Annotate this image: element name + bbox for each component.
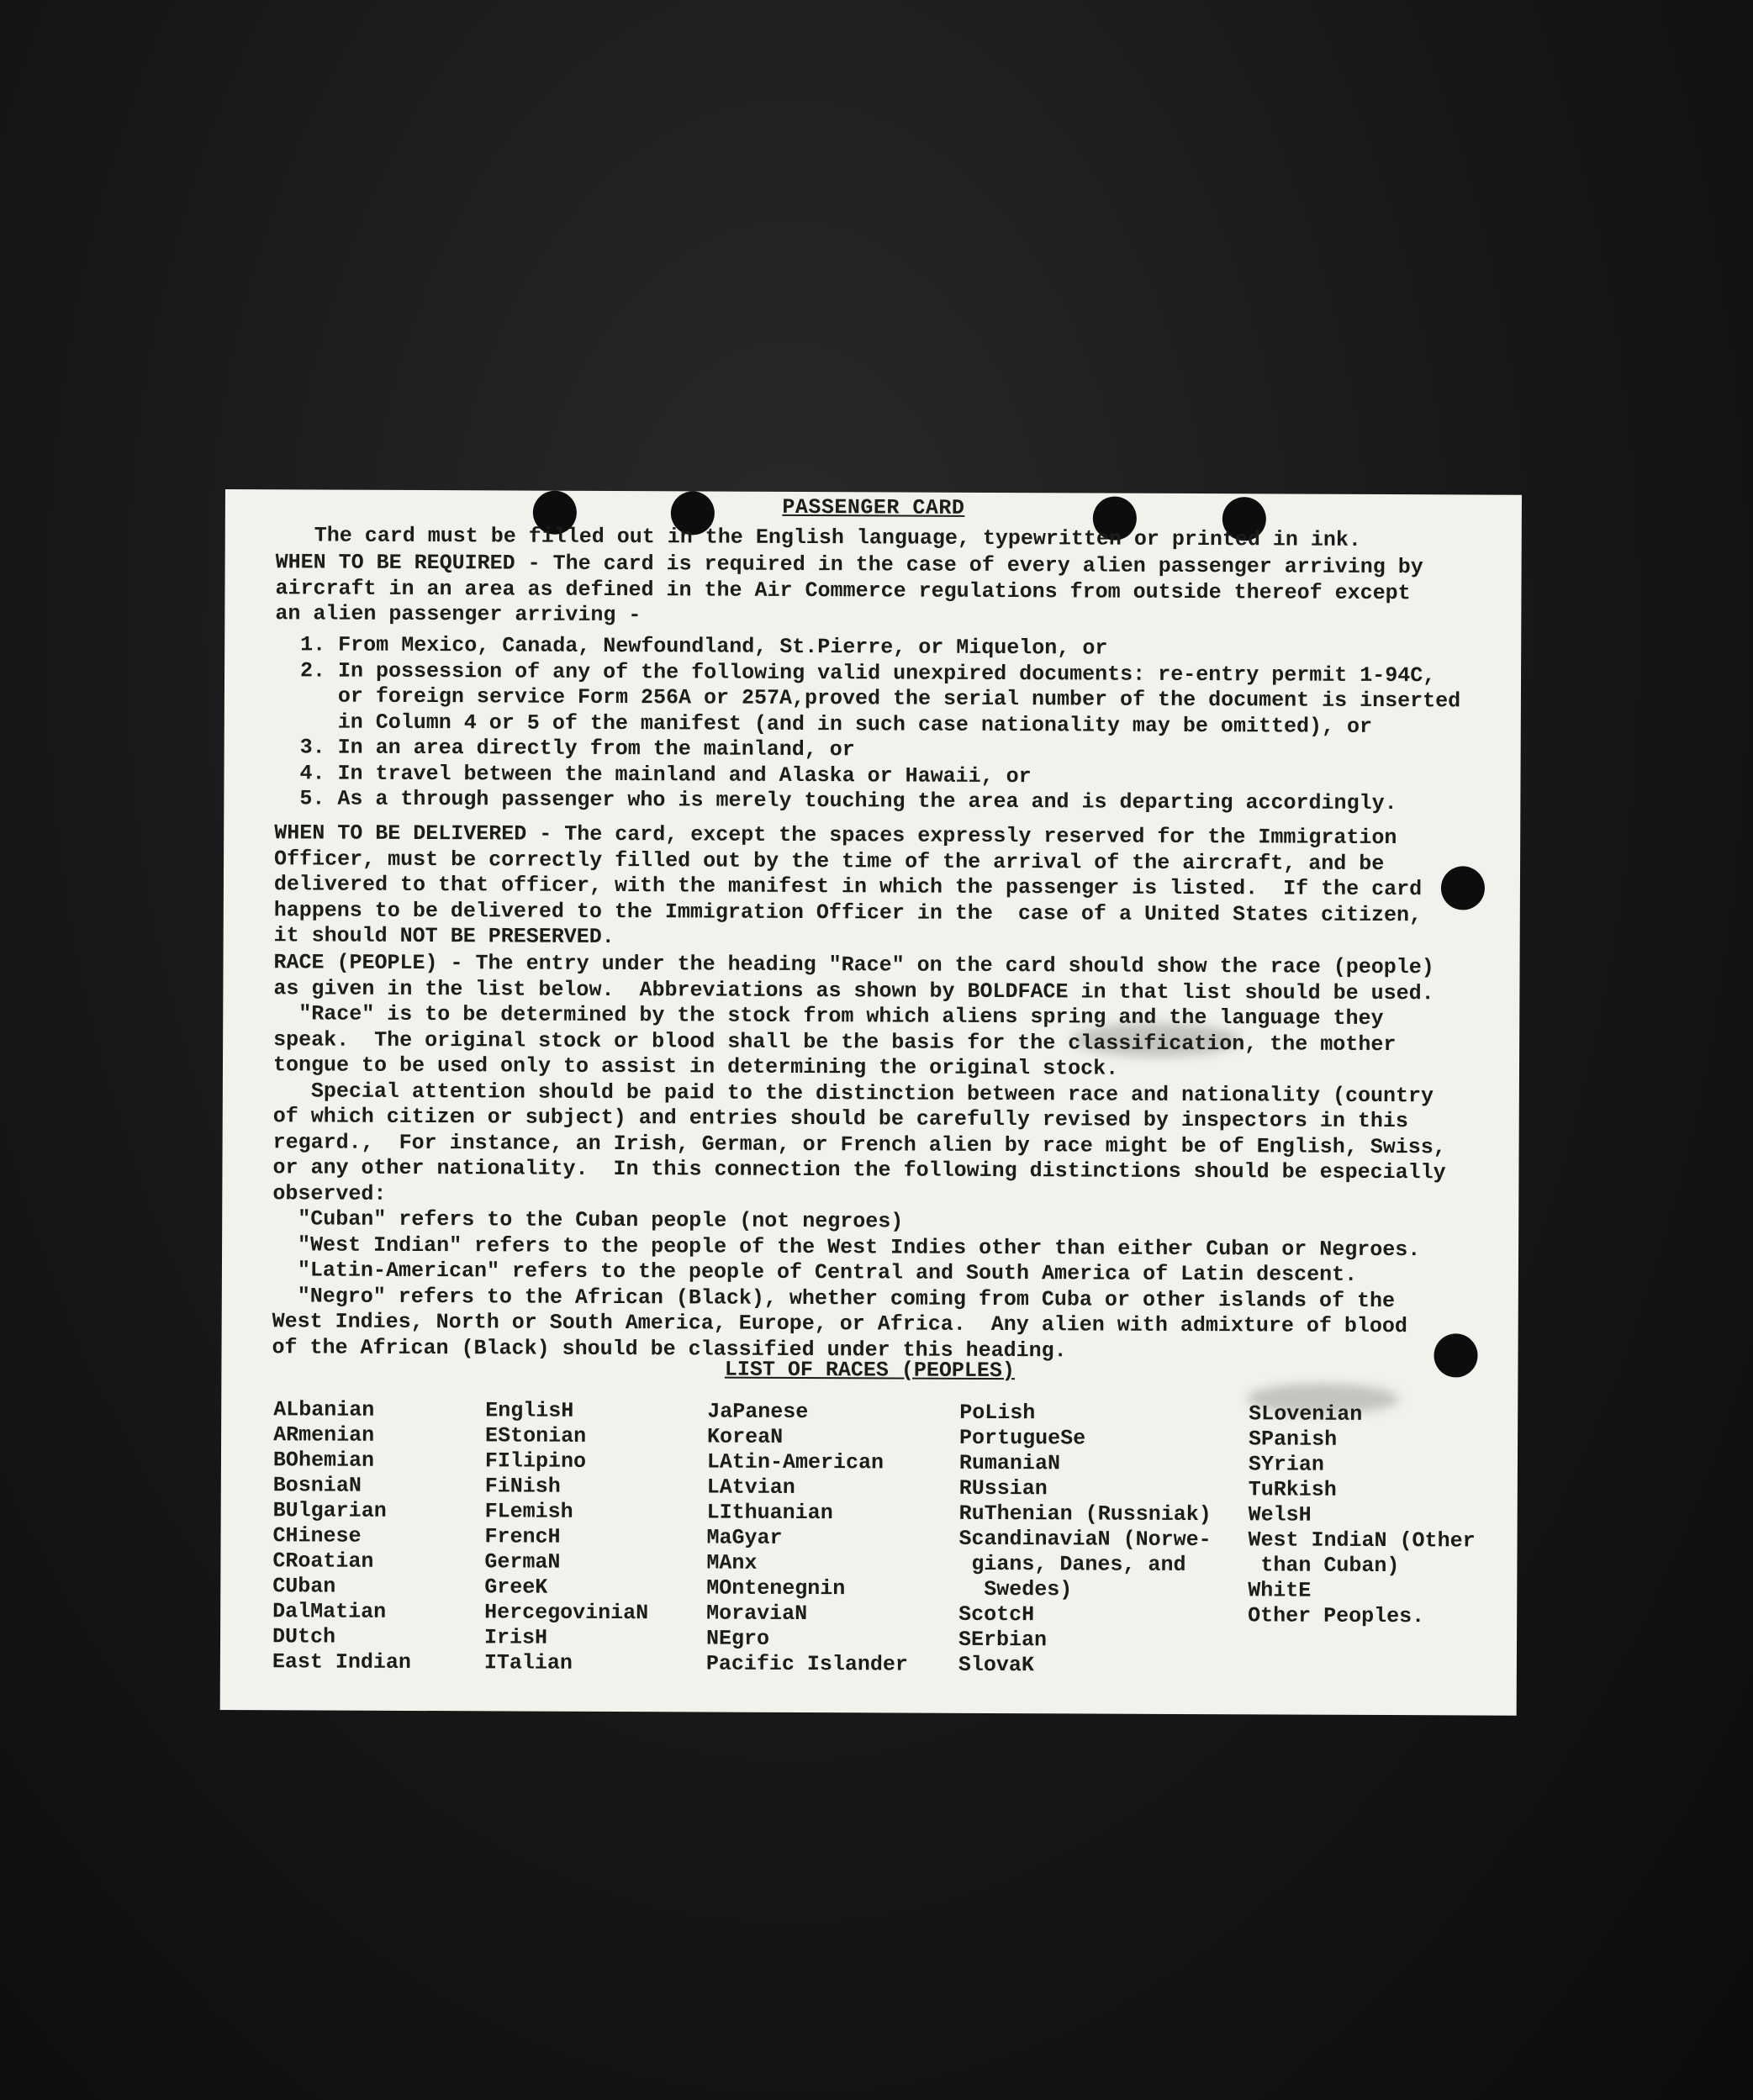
race-item: TuRkish — [1248, 1477, 1337, 1502]
paragraph-line: regard., For instance, an Irish, German, or French alien by race might be of English, Swiss, — [272, 1129, 1446, 1159]
race-item: ITalian — [483, 1650, 573, 1675]
race-item: BUlgarian — [272, 1498, 387, 1523]
paragraph-line: aircraft in an area as defined in the Air Commerce regulations from outside thereof except — [275, 575, 1411, 605]
paragraph-line: "West Indian" refers to the people of the West Indies other than either Cuban or Negroes. — [272, 1232, 1421, 1262]
race-item: FrencH — [484, 1524, 561, 1549]
race-item: HercegoviniaN — [484, 1600, 649, 1626]
race-item: EStonian — [485, 1423, 587, 1448]
races-column-1 — [272, 1397, 412, 1675]
race-item: gians, Danes, and — [958, 1551, 1186, 1577]
race-item: WelsH — [1248, 1502, 1312, 1528]
races-column-5 — [1248, 1401, 1476, 1629]
race-item: LAtvian — [706, 1475, 795, 1500]
race-item: Other Peoples. — [1248, 1603, 1425, 1629]
race-item: BosniaN — [272, 1473, 362, 1498]
race-item: FiNish — [484, 1474, 561, 1499]
page-title: PASSENGER CARD — [782, 494, 965, 520]
exception-list — [274, 632, 1519, 817]
race-item: RumaniaN — [958, 1450, 1061, 1476]
race-item: GreeK — [484, 1575, 548, 1600]
list-item: 3. In an area directly from the mainland, or — [274, 735, 855, 762]
paragraph-line: happens to be delivered to the Immigration Officer in the case of a United States citizen, — [273, 897, 1423, 927]
race-item: WhitE — [1248, 1578, 1312, 1603]
race-item: MOntenegnin — [706, 1575, 846, 1601]
paragraph-line: West Indies, North or South America, Europe, or Africa. Any alien with admixture of blood — [272, 1309, 1407, 1339]
race-item: ALbanian — [273, 1397, 375, 1422]
race-item: CRoatian — [272, 1549, 374, 1574]
race-item: Swedes) — [958, 1576, 1073, 1602]
race-item: FLemish — [484, 1499, 573, 1524]
list-item: or foreign service Form 256A or 257A,proved the serial number of the document is inserted — [274, 683, 1461, 714]
list-of-races-heading: LIST OF RACES (PEOPLES) — [724, 1357, 1016, 1384]
race-item: MaGyar — [706, 1525, 783, 1550]
paragraph-line: Special attention should be paid to the distinction between race and nationality (country — [272, 1078, 1434, 1108]
paragraph-line: observed: — [272, 1180, 387, 1206]
race-item: NEgro — [705, 1626, 770, 1651]
paragraph-line: "Cuban" refers to the Cuban people (not negroes) — [272, 1206, 904, 1234]
when-delivered-section — [274, 820, 1519, 954]
paragraph-line: WHEN TO BE DELIVERED - The card, except the spaces expressly reserved for the Immigration — [274, 820, 1397, 851]
race-item: RUssian — [958, 1475, 1048, 1501]
race-item: West IndiaN (Other — [1248, 1528, 1476, 1554]
race-item: FIlipino — [484, 1448, 587, 1474]
paragraph-line: "Race" is to be determined by the stock from which aliens spring and the language they — [273, 1001, 1384, 1032]
race-item: JaPanese — [707, 1399, 809, 1425]
list-item: in Column 4 or 5 of the manifest (and in such case nationality may be omitted), or — [274, 709, 1373, 739]
paragraph-line: it should NOT BE PRESERVED. — [273, 923, 615, 950]
race-item: ScandinaviaN (Norwe- — [958, 1526, 1212, 1553]
paragraph-line: an alien passenger arriving - — [275, 601, 642, 628]
paragraph-line: or any other nationality. In this connection the following distinctions should be especially — [272, 1155, 1446, 1185]
paragraph-line: of which citizen or subject) and entries should be carefully revised by inspectors in this — [272, 1104, 1409, 1134]
race-item: DalMatian — [272, 1599, 387, 1624]
paragraph-line: Officer, must be correctly filled out by the time of the arrival of the aircraft, and be — [274, 846, 1385, 876]
list-item: 4. In travel between the mainland and Alaska or Hawaii, or — [274, 760, 1032, 789]
race-item: LAtin-American — [706, 1449, 884, 1475]
race-item: MoraviaN — [706, 1601, 808, 1627]
paragraph-line: as given in the list below. Abbreviations as shown by BOLDFACE in that list should be used. — [273, 975, 1434, 1005]
race-section — [272, 950, 1518, 1365]
race-item: SPanish — [1249, 1427, 1338, 1452]
paragraph-line: delivered to that officer, with the manifest in which the passenger is listed. If the card — [273, 872, 1423, 902]
race-item: LIthuanian — [706, 1500, 833, 1526]
race-item: KoreaN — [707, 1424, 784, 1449]
when-required-section — [275, 550, 1519, 632]
intro-line: The card must be filled out in the English language, typewritten or printed in ink. — [314, 523, 1362, 552]
race-item: DUtch — [272, 1624, 336, 1649]
passenger-card-document — [220, 489, 1522, 1716]
race-item: MAnx — [706, 1550, 758, 1575]
race-item: than Cuban) — [1248, 1553, 1400, 1579]
race-item: SErbian — [958, 1627, 1048, 1653]
paragraph-line: tongue to be used only to assist in determining the original stock. — [272, 1053, 1119, 1081]
race-item: SYrian — [1248, 1452, 1325, 1477]
list-item: 1. From Mexico, Canada, Newfoundland, St.Pierre, or Miquelon, or — [275, 632, 1108, 661]
paragraph-line: WHEN TO BE REQUIRED - The card is required in the case of every alien passenger arriving by — [275, 550, 1423, 580]
race-item: GermaN — [484, 1549, 561, 1575]
list-item: 2. In possession of any of the following valid unexpired documents: re-entry permit 1-94C, — [274, 657, 1436, 688]
race-item: EnglisH — [485, 1398, 574, 1423]
races-column-2 — [484, 1398, 649, 1676]
race-item: ARmenian — [273, 1422, 375, 1448]
race-item: SlovaK — [958, 1652, 1034, 1678]
race-item: ScotcH — [958, 1601, 1035, 1628]
race-item: SLovenian — [1249, 1401, 1363, 1427]
race-item: PortugueSe — [959, 1425, 1086, 1451]
race-item: BOhemian — [272, 1448, 375, 1473]
paragraph-line: of the African (Black) should be classified under this heading. — [272, 1334, 1067, 1363]
race-item: Pacific Islander — [705, 1651, 909, 1677]
list-item: 5. As a through passenger who is merely touching the area and is departing accordingly. — [274, 786, 1397, 816]
race-item: CHinese — [272, 1523, 362, 1549]
paragraph-line: "Latin-American" refers to the people of Central and South America of Latin descent. — [272, 1258, 1358, 1287]
paragraph-line: RACE (PEOPLE) - The entry under the heading "Race" on the card should show the race (people) — [273, 950, 1434, 980]
race-item: RuThenian (Russniak) — [958, 1501, 1212, 1528]
races-column-4 — [958, 1401, 1212, 1679]
paragraph-line: "Negro" refers to the African (Black), whether coming from Cuba or other islands of the — [272, 1283, 1396, 1313]
race-item: PoLish — [959, 1400, 1036, 1426]
race-item: East Indian — [272, 1649, 412, 1675]
paragraph-line: speak. The original stock or blood shall be the basis for the classification, the mother — [273, 1026, 1397, 1057]
races-column-3 — [706, 1400, 909, 1678]
race-item: IrisH — [483, 1625, 548, 1650]
race-item: CUban — [272, 1574, 336, 1599]
